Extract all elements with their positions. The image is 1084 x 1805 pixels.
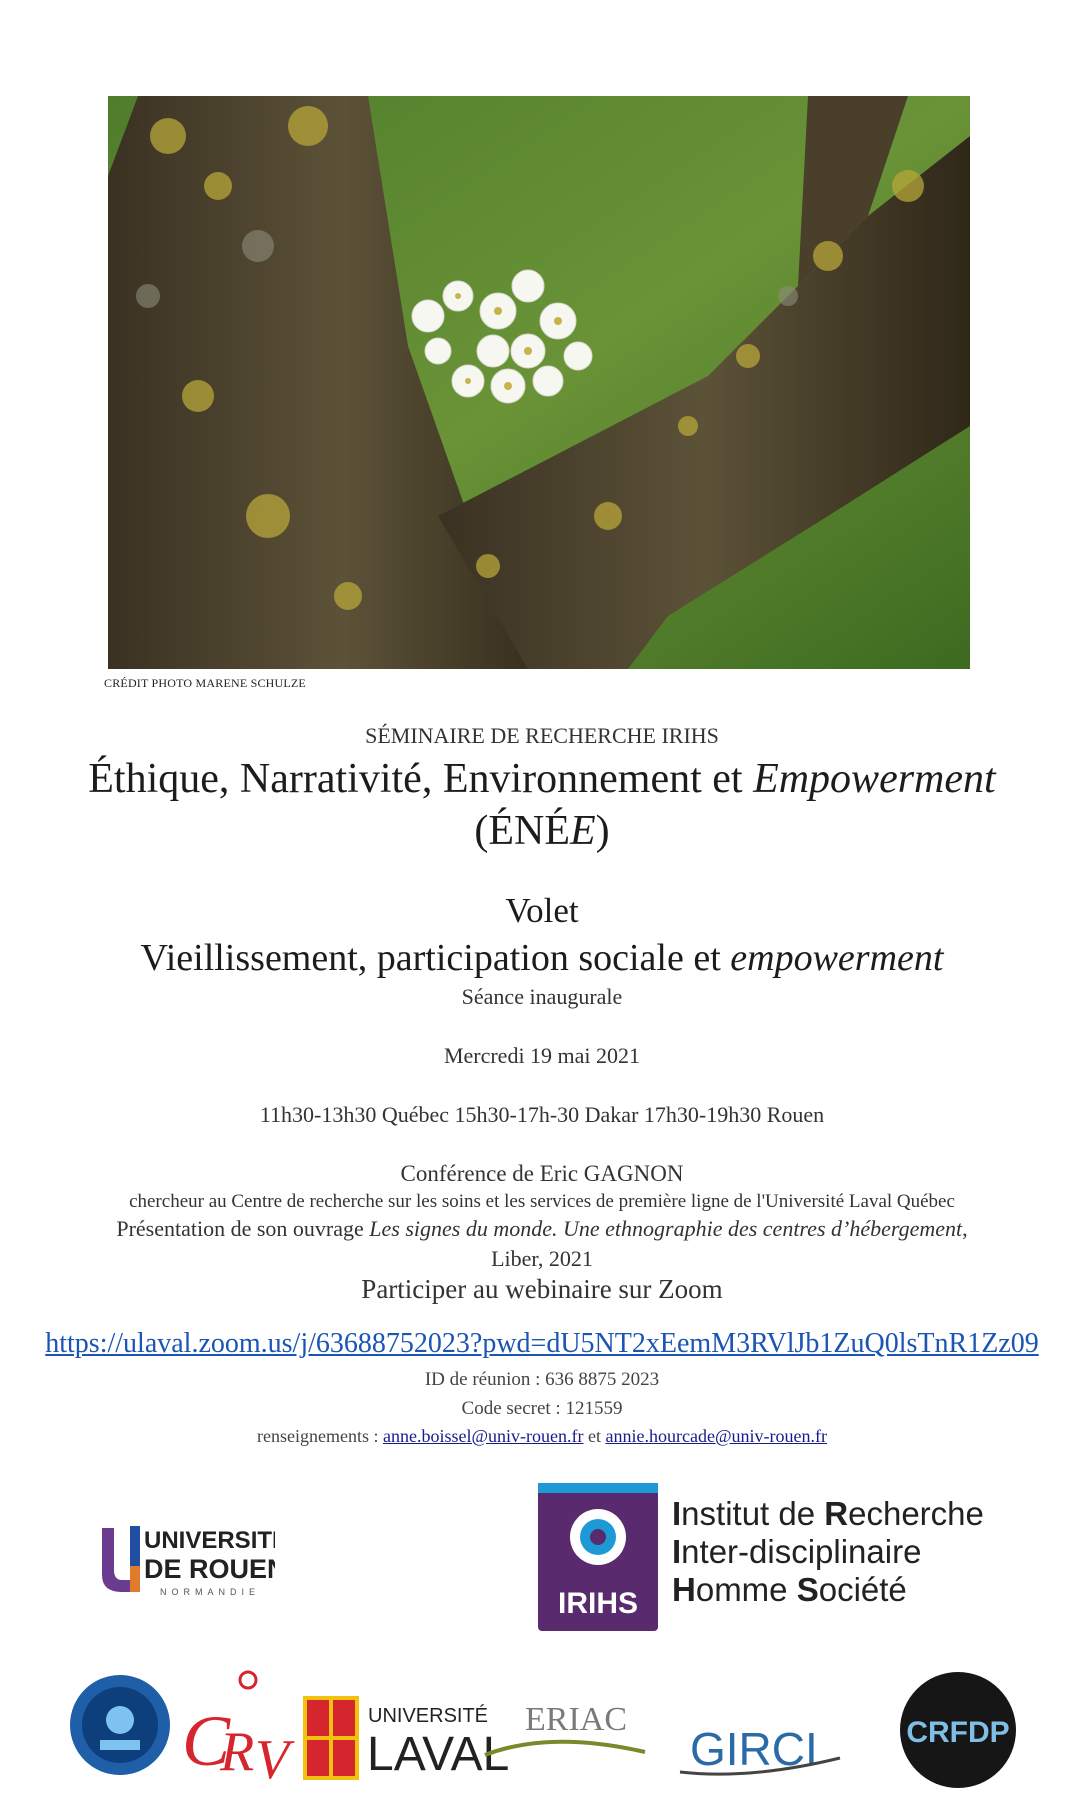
- volet-title-emphasis: empowerment: [730, 937, 944, 979]
- crfdp-text: CRFDP: [906, 1716, 1010, 1749]
- rouen-line1: UNIVERSITÉ: [144, 1527, 275, 1554]
- email-link-boissel[interactable]: anne.boissel@univ-rouen.fr: [382, 1426, 584, 1446]
- irihs-l3d: ociété: [818, 1571, 907, 1608]
- irihs-name: [672, 1495, 984, 1609]
- seminar-label: SÉMINAIRE DE RECHERCHE IRIHS: [365, 723, 719, 748]
- contact-info: [0, 1426, 1084, 1447]
- crfdp-logo: [900, 1672, 1016, 1788]
- irihs-l3c: S: [796, 1571, 819, 1608]
- girci-logo: [680, 1723, 840, 1775]
- acronym-part: (ÉNÉ: [474, 808, 570, 854]
- acronym-close: ): [595, 808, 610, 854]
- irihs-l1b: nstitut de: [681, 1495, 825, 1532]
- rouen-line3: NORMANDIE: [160, 1587, 261, 1597]
- irihs-l1a: I: [672, 1495, 682, 1532]
- zoom-link[interactable]: https://ulaval.zoom.us/j/63688752023?pwd=dU5NT2xEemM3RVlJb1ZuQ0lsTnR1Zz09: [45, 1328, 1039, 1359]
- girci-text: GIRCI: [690, 1723, 818, 1775]
- universite-rouen-logo: [100, 1520, 275, 1600]
- event-hours: 11h30-13h30 Québec 15h30-17h-30 Dakar 17h30-19h30 Rouen: [259, 1102, 825, 1127]
- event-date: Mercredi 19 mai 2021: [443, 1043, 641, 1068]
- laval-line1: UNIVERSITÉ: [368, 1705, 489, 1727]
- contact-label: renseignements :: [257, 1426, 383, 1446]
- partner-logos: [70, 1660, 1020, 1800]
- title-emphasis: Empowerment: [753, 756, 996, 802]
- book-publisher: Liber, 2021: [491, 1246, 593, 1271]
- svg-text:V: V: [255, 1729, 290, 1791]
- contact-sep: et: [583, 1426, 606, 1446]
- eriac-text: ERIAC: [525, 1701, 627, 1738]
- presentation-comma: ,: [962, 1216, 968, 1241]
- meeting-id: ID de réunion : 636 8875 2023: [424, 1369, 660, 1390]
- zoom-cta: Participer au webinaire sur Zoom: [361, 1274, 723, 1304]
- laval-logo: [305, 1698, 509, 1781]
- irihs-l3a: H: [672, 1571, 696, 1608]
- seminar-title: [0, 755, 1084, 803]
- irihs-l2a: I: [672, 1533, 682, 1570]
- book-presentation: [0, 1216, 1084, 1242]
- seminar-acronym: [0, 807, 1084, 855]
- irihs-l1c: R: [824, 1495, 849, 1532]
- email-link-hourcade[interactable]: annie.hourcade@univ-rouen.fr: [605, 1426, 827, 1446]
- photo-credit: CRÉDIT PHOTO MARENE SCHULZE: [104, 676, 306, 690]
- acronym-emphasis: E: [569, 808, 596, 854]
- irihs-l1d: echerche: [848, 1495, 984, 1532]
- presentation-text: Présentation de son ouvrage: [116, 1216, 370, 1241]
- secret-code: Code secret : 121559: [461, 1398, 623, 1419]
- crv-logo: [182, 1672, 295, 1791]
- laval-line2: LAVAL: [367, 1728, 510, 1781]
- volet-title: [0, 936, 1084, 980]
- book-title: Les signes du monde. Une ethnographie des centres d’hébergement: [369, 1216, 963, 1241]
- speaker-role: chercheur au Centre de recherche sur les soins et les services de première ligne de l'Université Laval Québec: [129, 1191, 955, 1212]
- svg-text:R: R: [220, 1721, 255, 1783]
- irihs-logo: [532, 1475, 987, 1635]
- volet-title-text: Vieillissement, participation sociale et: [140, 937, 731, 979]
- svg-text:C: C: [182, 1701, 231, 1781]
- seance-label: Séance inaugurale: [461, 984, 623, 1009]
- conference-speaker: Conférence de Eric GAGNON: [400, 1161, 684, 1186]
- irihs-badge: IRIHS: [557, 1587, 639, 1620]
- rouen-line2: DE ROUEN: [144, 1554, 275, 1584]
- hero-photo: [108, 96, 970, 669]
- seal-logo: [70, 1675, 170, 1775]
- title-text: Éthique, Narrativité, Environnement et: [88, 756, 754, 802]
- volet-label: Volet: [505, 891, 579, 930]
- irihs-l3b: omme: [695, 1571, 797, 1608]
- irihs-l2b: nter-disciplinaire: [681, 1533, 922, 1570]
